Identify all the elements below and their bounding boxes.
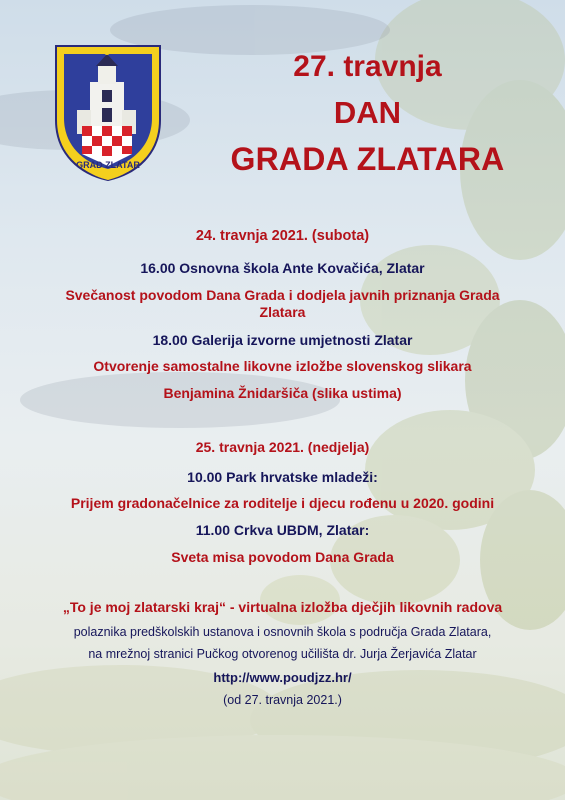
day2-event1-location: 10.00 Park hrvatske mladeži: [187,469,378,485]
day1-event2-desc-line2: Benjamina Žnidaršiča (slika ustima) [163,385,402,401]
day1-event1-desc-line2: Zlatara [259,304,306,320]
city-crest-logo [52,42,164,182]
exhibit-since: (od 27. travnja 2021.) [223,693,342,707]
day1-event1-location: 16.00 Osnovna škola Ante Kovačića, Zlatar [140,260,425,276]
crest-text: GRAD ZLATAR [76,160,140,170]
exhibit-line2: na mrežnoj stranici Pučkog otvorenog učilišta dr. Jurja Žerjavića Zlatar [88,647,477,661]
title-date: 27. travnja [293,50,442,83]
exhibit-url: http://www.poudjzz.hr/ [213,670,352,685]
day1-date: 24. travnja 2021. (subota) [195,228,370,244]
day2-date: 25. travnja 2021. (nedjelja) [195,439,370,455]
day1-event2-location: 18.00 Galerija izvorne umjetnosti Zlatar [152,332,413,348]
title-city: GRADA ZLATARA [230,141,505,177]
day1-event1-desc-line1: Svečanost povodom Dana Grada i dodjela javnih priznanja Grada [65,287,500,303]
exhibit-line1: polaznika predškolskih ustanova i osnovnih škola s područja Grada Zlatara, [73,625,492,639]
program-content [0,228,565,707]
day2-event1-desc: Prijem gradonačelnice za roditelje i djecu rođenu u 2020. godini [70,495,495,511]
day1-event2-desc-line1: Otvorenje samostalne likovne izložbe slovenskog slikara [93,358,472,374]
title-dan: DAN [333,95,402,130]
day2-event2-desc: Sveta misa povodom Dana Grada [171,549,394,565]
exhibit-headline: „To je moj zlatarski kraj“ - virtualna izložba dječjih likovnih radova [62,599,503,615]
day2-event2-location: 11.00 Crkva UBDM, Zlatar: [195,522,370,538]
